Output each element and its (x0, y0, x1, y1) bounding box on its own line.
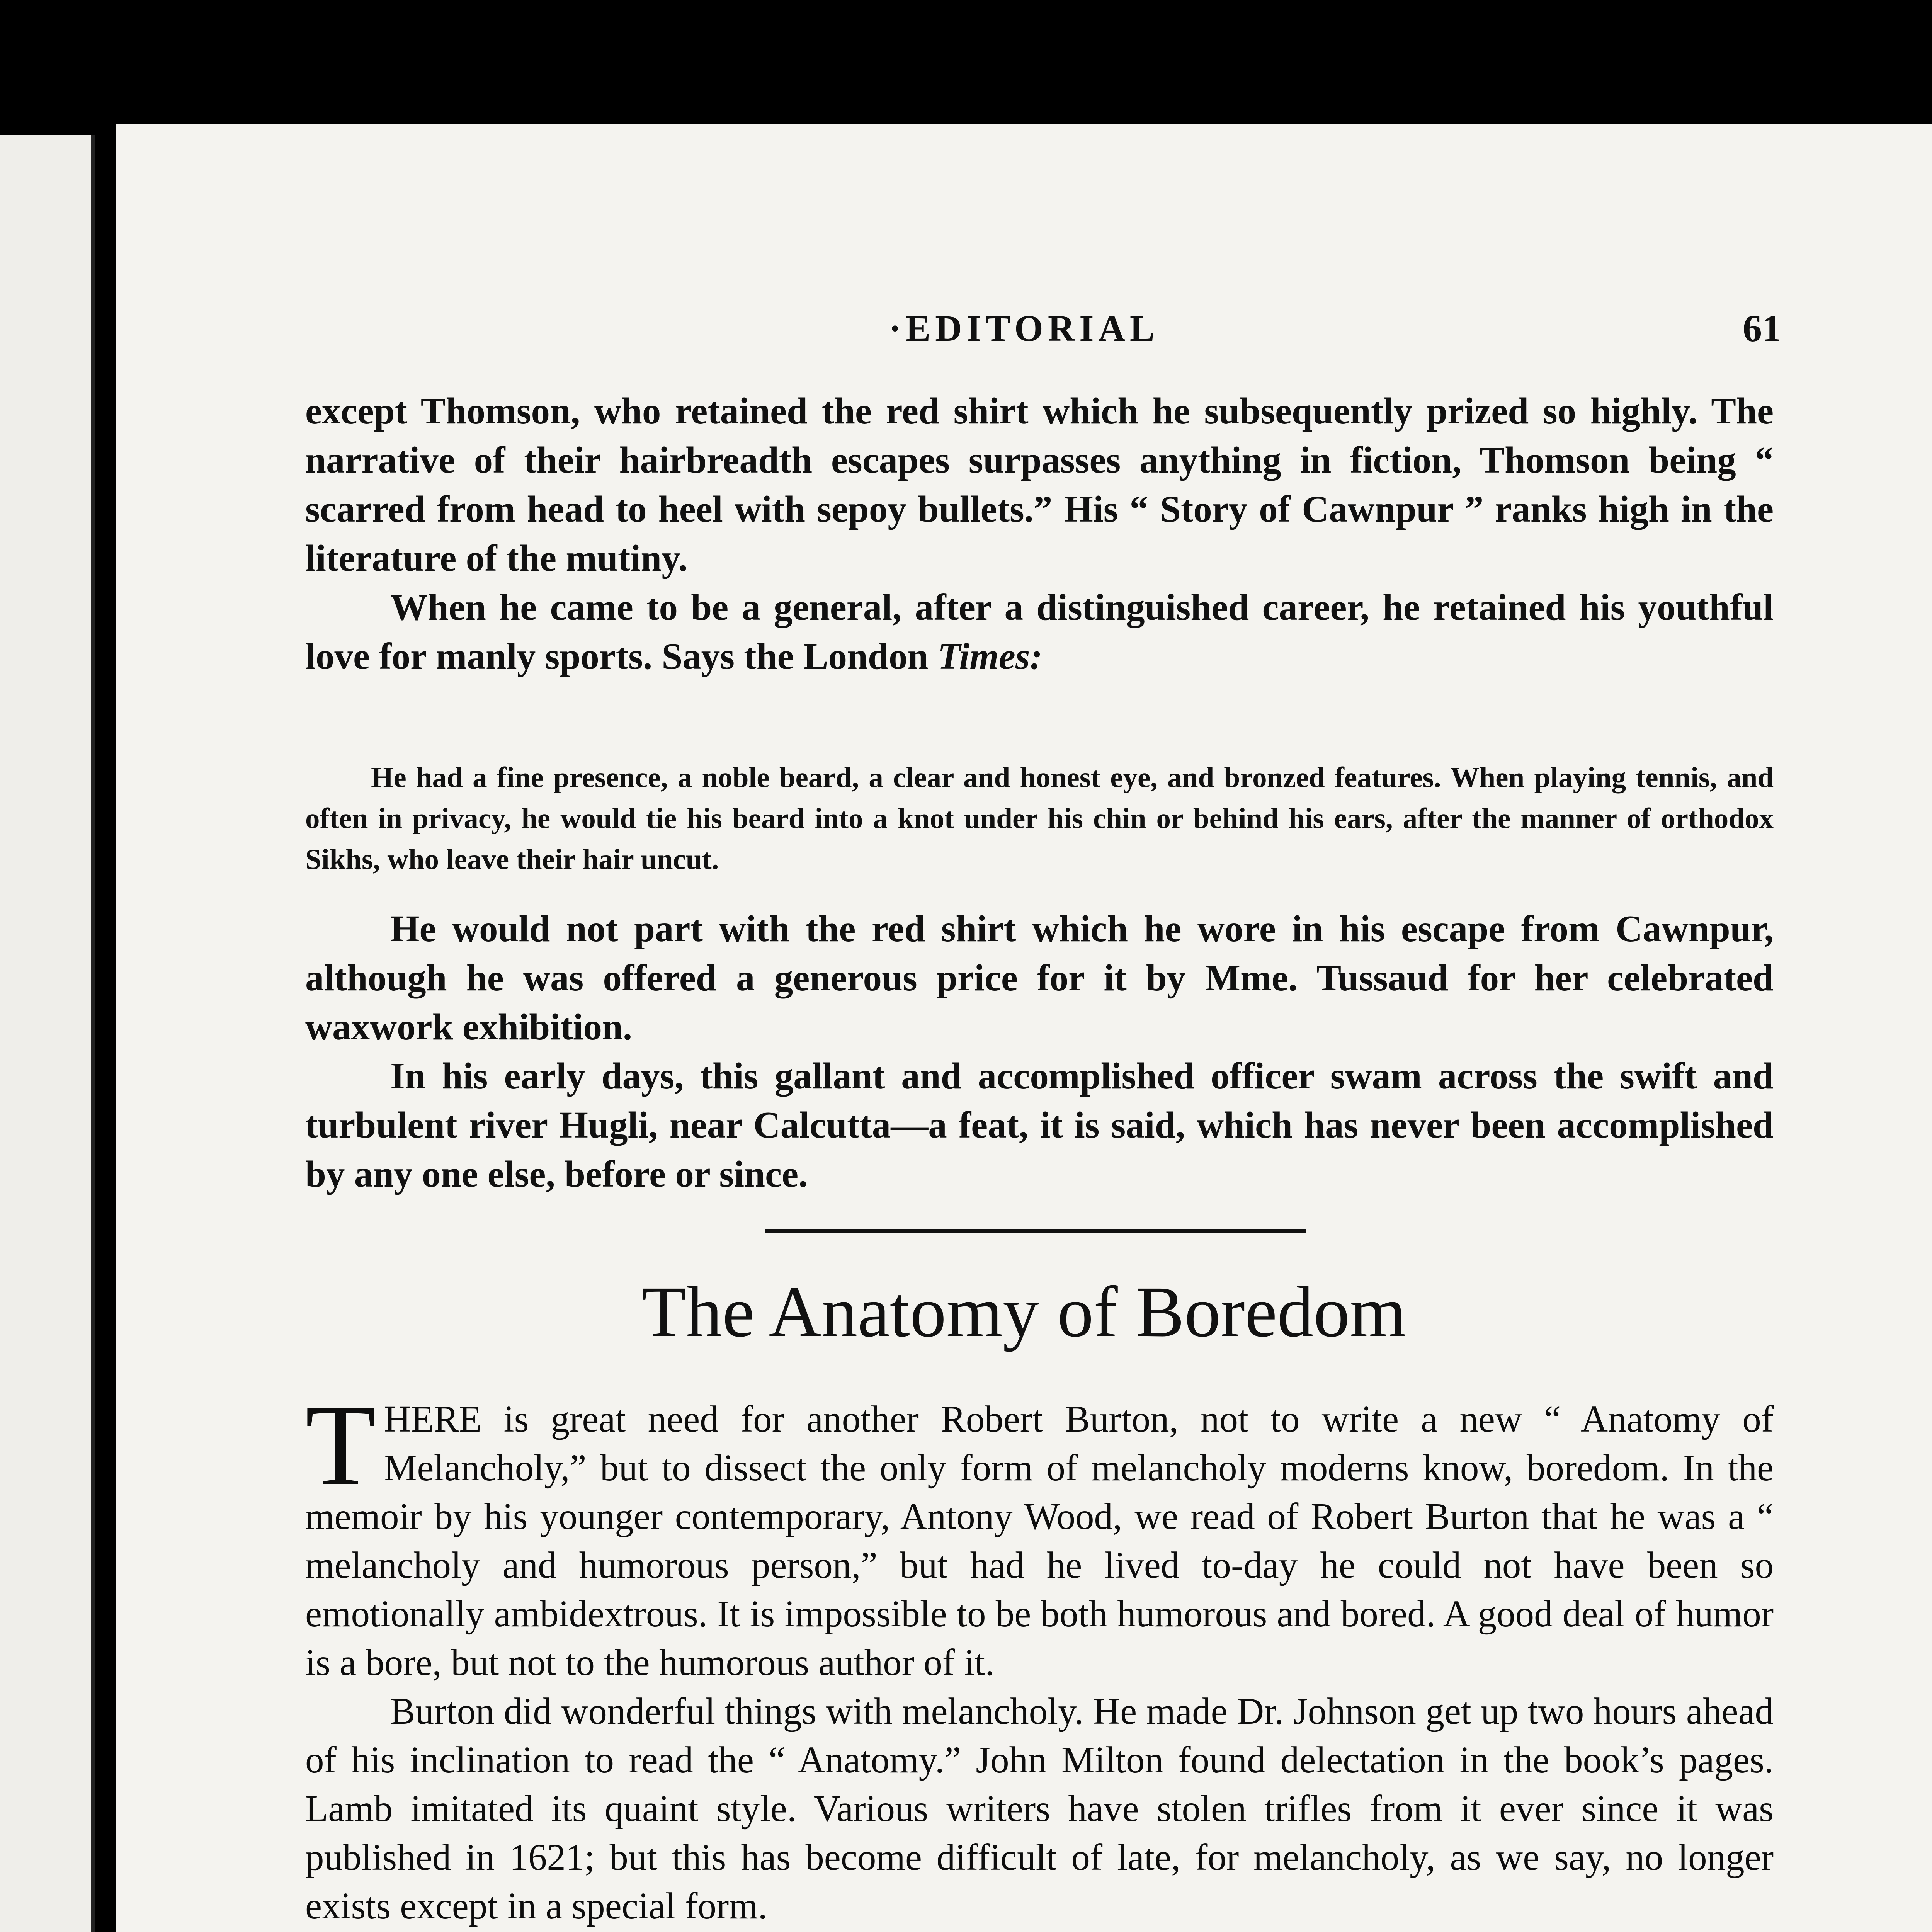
paragraph-text: When he came to be a general, after a distinguished career, he retained his youthful love for manly sports. Says the London (305, 587, 1774, 677)
running-head: ·EDITORIAL (889, 308, 1159, 349)
paragraph: In his early days, this gallant and accomplished officer swam across the swift and turbulent river Hugli, near Calcutta—a feat, it is said, which has never been accomplished by any one else, before or since. (305, 1055, 1774, 1195)
text-block-after-quote (305, 904, 1774, 1199)
page-header (116, 305, 1932, 352)
paragraph: He would not part with the red shirt which he wore in his escape from Cawnpur, although he was offered a generous price for it by Mme. Tussaud for her celebrated waxwork exhibition. (305, 908, 1774, 1048)
text-block-continuation (305, 386, 1774, 681)
paragraph: Burton did wonderful things with melancholy. He made Dr. Johnson get up two hours ahead of his inclination to read the “ Anatomy.” John Milton found delectation in the book’s pages. Lamb imitated its quaint style. Various writers have stolen trifles from it ever since it was published in 1621; but this has become difficult of late, for melancholy, as we say, no longer exists except in a special form. (305, 1690, 1774, 1927)
paragraph: except Thomson, who retained the red shirt which he subsequently prized so highly. The narrative of their hairbreadth escapes surpasses anything in fiction, Thomson being “ scarred from head to heel with sepoy bullets.” His “ Story of Cawnpur ” ranks high in the literature of the mutiny. (305, 390, 1774, 579)
paragraph (305, 583, 1774, 681)
section-divider (765, 1229, 1306, 1233)
block-quote: He had a fine presence, a noble beard, a clear and honest eye, and bronzed features. When playing tennis, and often in privacy, he would tie his beard into a knot under his chin or behind his ears, after the manner of orthodox Sikhs, who leave their hair uncut. (305, 762, 1774, 876)
paragraph (305, 1930, 1774, 1932)
section-title: The Anatomy of Boredom (641, 1271, 1406, 1352)
article-body (305, 1381, 1774, 1932)
italic-text: Times: (937, 636, 1043, 677)
page (116, 124, 1932, 1932)
page-number: 61 (1743, 307, 1781, 350)
paragraph-with-drop-cap: THERE is great need for another Robert Burton, not to write a new “ Anatomy of Melancholy,” but to dissect the only form of melancholy moderns know, boredom. In the memoir by his younger contemporary, Antony Wood, we read of Robert Burton that he was a “ melancholy and humorous person,” but had he lived to-day he could not have been so emotionally ambidextrous. It is impossible to be both humorous and bored. A good deal of humor is a bore, but not to the humorous author of it. (305, 1381, 1774, 1683)
previous-page-edge (0, 135, 95, 1932)
